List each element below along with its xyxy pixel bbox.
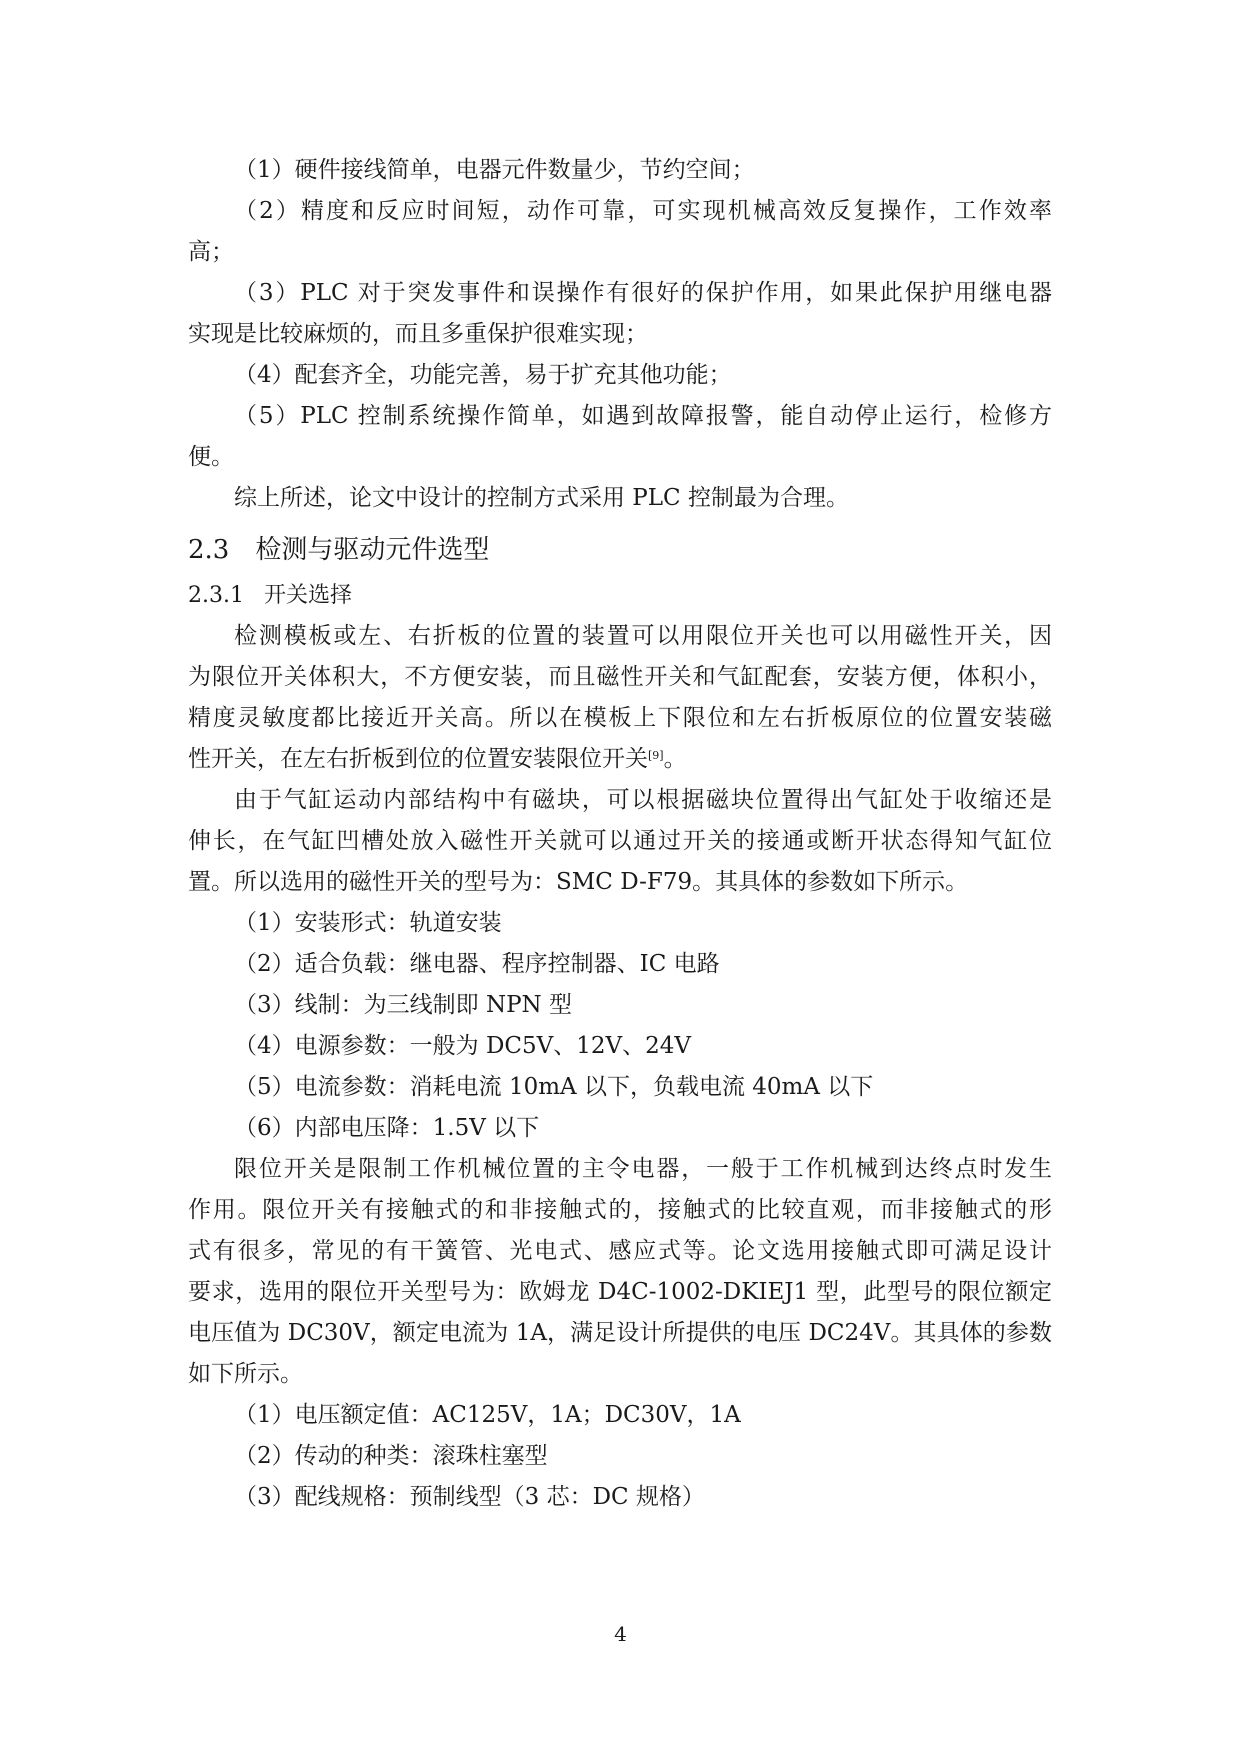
- paragraph-text: 性开关，在左右折板到位的位置安装限位开关: [188, 746, 648, 772]
- list-item: （3）PLC 对于突发事件和误操作有很好的保护作用，如果此保护用继电器: [234, 280, 1052, 306]
- paragraph-line: 电压值为 DC30V，额定电流为 1A，满足设计所提供的电压 DC24V。其具体的参数: [188, 1320, 1052, 1346]
- page-number: 4: [614, 1622, 627, 1646]
- subsection-number: 2.3.1: [188, 583, 244, 608]
- paragraph-line: 精度灵敏度都比接近开关高。所以在模板上下限位和左右折板原位的位置安装磁: [188, 705, 1052, 731]
- spec-item: （4）电源参数：一般为 DC5V、12V、24V: [234, 1033, 691, 1059]
- subsection-heading: [188, 576, 1052, 616]
- paragraph-line: 如下所示。: [188, 1361, 303, 1387]
- spec-item: （6）内部电压降：1.5V 以下: [234, 1115, 540, 1141]
- paragraph-line: 伸长，在气缸凹槽处放入磁性开关就可以通过开关的接通或断开状态得知气缸位: [188, 828, 1052, 854]
- spec-item: （1）电压额定值：AC125V，1A；DC30V，1A: [234, 1402, 741, 1428]
- list-item: （2）精度和反应时间短，动作可靠，可实现机械高效反复操作，工作效率: [234, 198, 1052, 224]
- spec-item: （3）配线规格：预制线型（3 芯：DC 规格）: [234, 1484, 705, 1510]
- spec-item: （2）传动的种类：滚珠柱塞型: [234, 1443, 548, 1469]
- section-number: 2.3: [188, 535, 230, 565]
- paragraph-line: 要求，选用的限位开关型号为：欧姆龙 D4C-1002-DKIEJ1 型，此型号的限位额定: [188, 1279, 1052, 1305]
- paragraph-line: 由于气缸运动内部结构中有磁块，可以根据磁块位置得出气缸处于收缩还是: [234, 787, 1052, 813]
- spec-item: （5）电流参数：消耗电流 10mA 以下，负载电流 40mA 以下: [234, 1074, 874, 1100]
- list-item: （4）配套齐全，功能完善，易于扩充其他功能；: [234, 362, 732, 388]
- summary-paragraph: 综上所述，论文中设计的控制方式采用 PLC 控制最为合理。: [234, 485, 849, 511]
- paragraph-text: 。: [663, 746, 687, 772]
- section-title: 检测与驱动元件选型: [255, 535, 490, 565]
- paragraph-line: 检测模板或左、右折板的位置的装置可以用限位开关也可以用磁性开关，因: [234, 623, 1052, 649]
- subsection-title: 开关选择: [263, 583, 352, 608]
- section-heading: [188, 528, 1052, 572]
- paragraph-line: [188, 739, 1052, 780]
- spec-item: （1）安装形式：轨道安装: [234, 910, 502, 936]
- paragraph-line: 限位开关是限制工作机械位置的主令电器，一般于工作机械到达终点时发生: [234, 1156, 1052, 1182]
- spec-item: （3）线制：为三线制即 NPN 型: [234, 992, 572, 1018]
- list-item-continuation: 便。: [188, 444, 234, 470]
- spec-item: （2）适合负载：继电器、程序控制器、IC 电路: [234, 951, 720, 977]
- list-item: （5）PLC 控制系统操作简单，如遇到故障报警，能自动停止运行，检修方: [234, 403, 1052, 429]
- paragraph-line: 置。所以选用的磁性开关的型号为：SMC D-F79。其具体的参数如下所示。: [188, 869, 969, 895]
- citation-ref: [9]: [648, 749, 664, 762]
- document-page: [188, 150, 1052, 1518]
- paragraph-line: 为限位开关体积大，不方便安装，而且磁性开关和气缸配套，安装方便，体积小，: [188, 664, 1052, 690]
- list-item: （1）硬件接线简单，电器元件数量少，节约空间；: [234, 157, 755, 183]
- list-item-continuation: 高；: [188, 239, 234, 265]
- list-item-continuation: 实现是比较麻烦的，而且多重保护很难实现；: [188, 321, 648, 347]
- paragraph-line: 式有很多，常见的有干簧管、光电式、感应式等。论文选用接触式即可满足设计: [188, 1238, 1052, 1264]
- paragraph-line: 作用。限位开关有接触式的和非接触式的，接触式的比较直观，而非接触式的形: [188, 1197, 1052, 1223]
